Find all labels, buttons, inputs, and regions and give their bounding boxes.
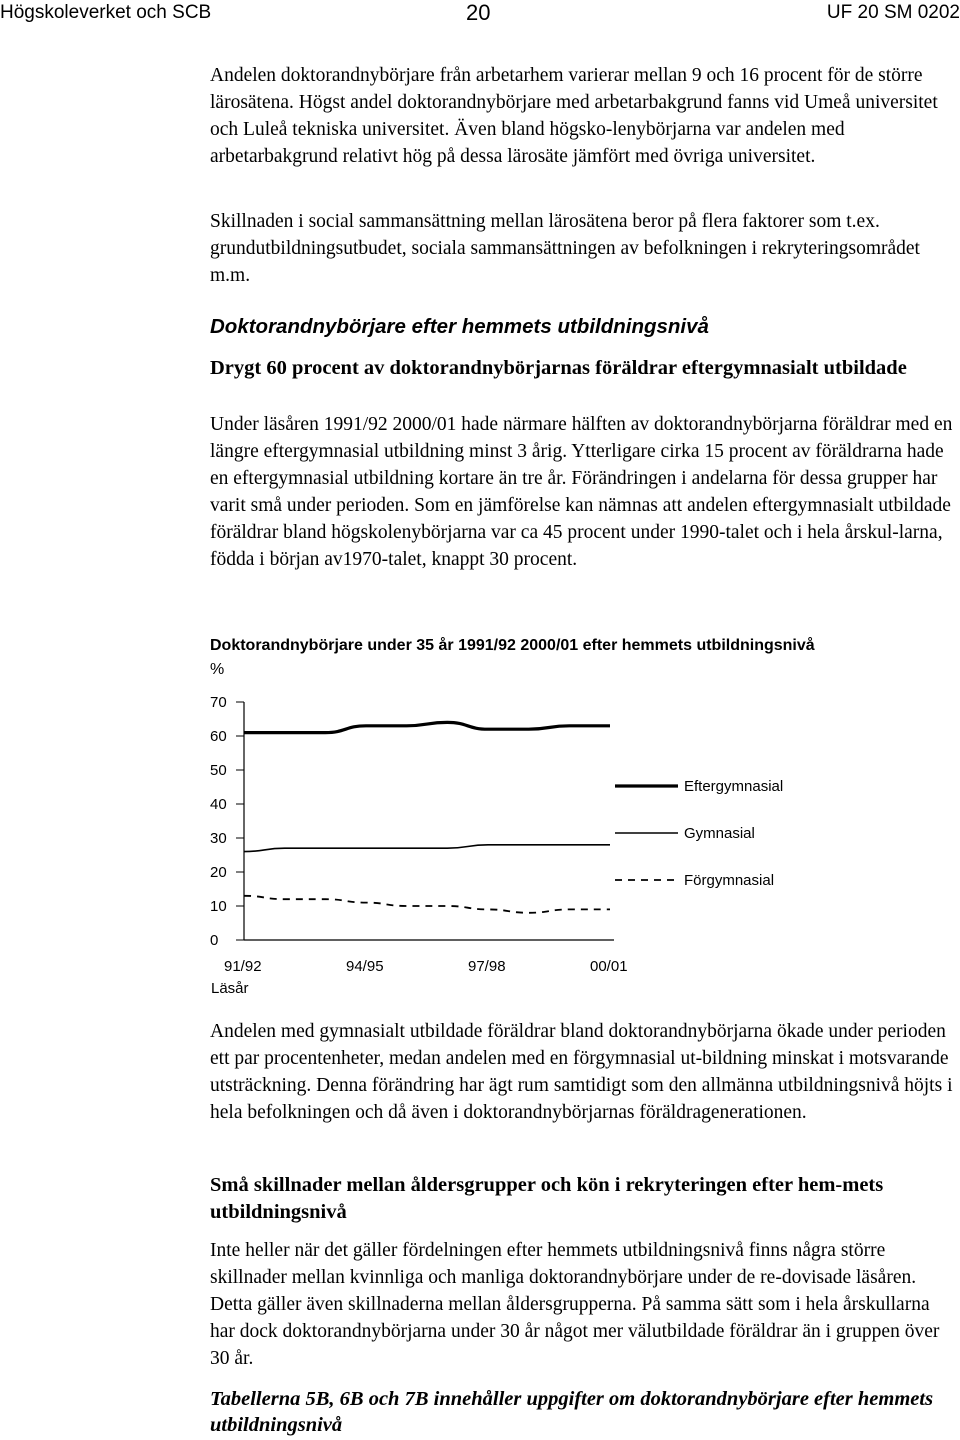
chart-y-unit: % <box>210 661 225 678</box>
series-line-förgymnasial <box>244 896 610 913</box>
subheading-drygt-60: Drygt 60 procent av doktorandnybörjarnas föräldrar eftergymnasialt utbildade <box>210 357 907 379</box>
y-tick-label: 70 <box>210 694 227 711</box>
x-axis-label: Läsår <box>211 980 249 997</box>
line-chart <box>200 680 820 1000</box>
legend-label-eftergymnasial: Eftergymnasial <box>684 778 784 795</box>
header-right: UF 20 SM 0202 <box>826 2 960 23</box>
y-tick-label: 10 <box>210 898 227 915</box>
series-line-gymnasial <box>244 845 610 852</box>
paragraph-inte-heller: Inte heller när det gäller fördelningen efter hemmets utbildningsnivå finns några större skillnader mellan kvinnliga och manliga doktorandnybörjare under de re-dovisade läsåren. Detta gäller även skillnaderna mellan åldersgrupperna. På samma sätt som i hela årskullarna har dock doktorandnybörjarna under 30 år något mer välutbildade föräldrar än i gruppen över 30 år. <box>210 1240 940 1369</box>
paragraph-skillnaden: Skillnaden i social sammansättning mellan lärosätena beror på flera faktorer som t.ex. grundutbildningsutbudet, sociala sammansättningen av befolkningen i rekryteringsområdet m.m. <box>210 211 920 286</box>
footnote-tabellerna: Tabellerna 5B, 6B och 7B innehåller uppgifter om doktorandnybörjare efter hemmets utbildningsnivå <box>210 1388 934 1436</box>
y-tick-label: 20 <box>210 864 227 881</box>
chart-title: Doktorandnybörjare under 35 år 1991/92 2000/01 efter hemmets utbildningsnivå <box>210 637 815 654</box>
legend-label-förgymnasial: Förgymnasial <box>684 872 775 889</box>
page-number: 20 <box>466 0 491 25</box>
paragraph-arbetarhem: Andelen doktorandnybörjare från arbetarhem varierar mellan 9 och 16 procent för de större lärosätena. Högst andel doktorandnybörjare med arbetarbakgrund fanns vid Umeå universitet och Luleå tekniska universitet. Även bland högsko-lenybörjarna var andelen med arbetarbakgrund relativt hög på dessa lärosäte jämfört med övriga universitet. <box>210 65 938 167</box>
subheading-sma-skillnader: Små skillnader mellan åldersgrupper och kön i rekryteringen efter hem-mets utbildningsnivå <box>210 1174 884 1223</box>
y-tick-label: 0 <box>210 932 219 949</box>
legend-label-gymnasial: Gymnasial <box>684 825 755 842</box>
paragraph-gymnasialt: Andelen med gymnasialt utbildade föräldrar bland doktorandnybörjarna ökade under perioden ett par procentenheter, medan andelen med en förgymnasial ut-bildning minskat i motsvarande utsträckning. Denna förändring har ägt rum samtidigt som den allmänna utbildningsnivå höjts i hela befolkningen och då även i doktorandnybörjarnas föräldragenerationen. <box>210 1021 953 1123</box>
y-tick-label: 50 <box>210 762 227 779</box>
x-tick-label: 00/01 <box>590 958 628 975</box>
y-tick-label: 60 <box>210 728 227 745</box>
y-tick-label: 30 <box>210 830 227 847</box>
section-heading: Doktorandnybörjare efter hemmets utbildningsnivå <box>210 315 709 338</box>
series-line-eftergymnasial <box>244 722 610 732</box>
x-tick-label: 94/95 <box>346 958 384 975</box>
y-tick-label: 40 <box>210 796 227 813</box>
x-tick-label: 91/92 <box>224 958 262 975</box>
x-tick-label: 97/98 <box>468 958 506 975</box>
header-left: Högskoleverket och SCB <box>0 2 212 23</box>
paragraph-lasaren: Under läsåren 1991/92 2000/01 hade närmare hälften av doktorandnybörjarna föräldrar med en längre eftergymnasial utbildning minst 3 årig. Ytterligare cirka 15 procent av föräldrarna hade en eftergymnasial utbildning kortare än tre år. Förändringen i andelarna för dessa grupper har varit små under perioden. Som en jämförelse kan nämnas att andelen eftergymnasialt utbildade föräldrar bland högskolenybörjarna var ca 45 procent under 1990-talet och i hela årskul-larna, födda i början av1970-talet, knappt 30 procent. <box>210 414 953 570</box>
